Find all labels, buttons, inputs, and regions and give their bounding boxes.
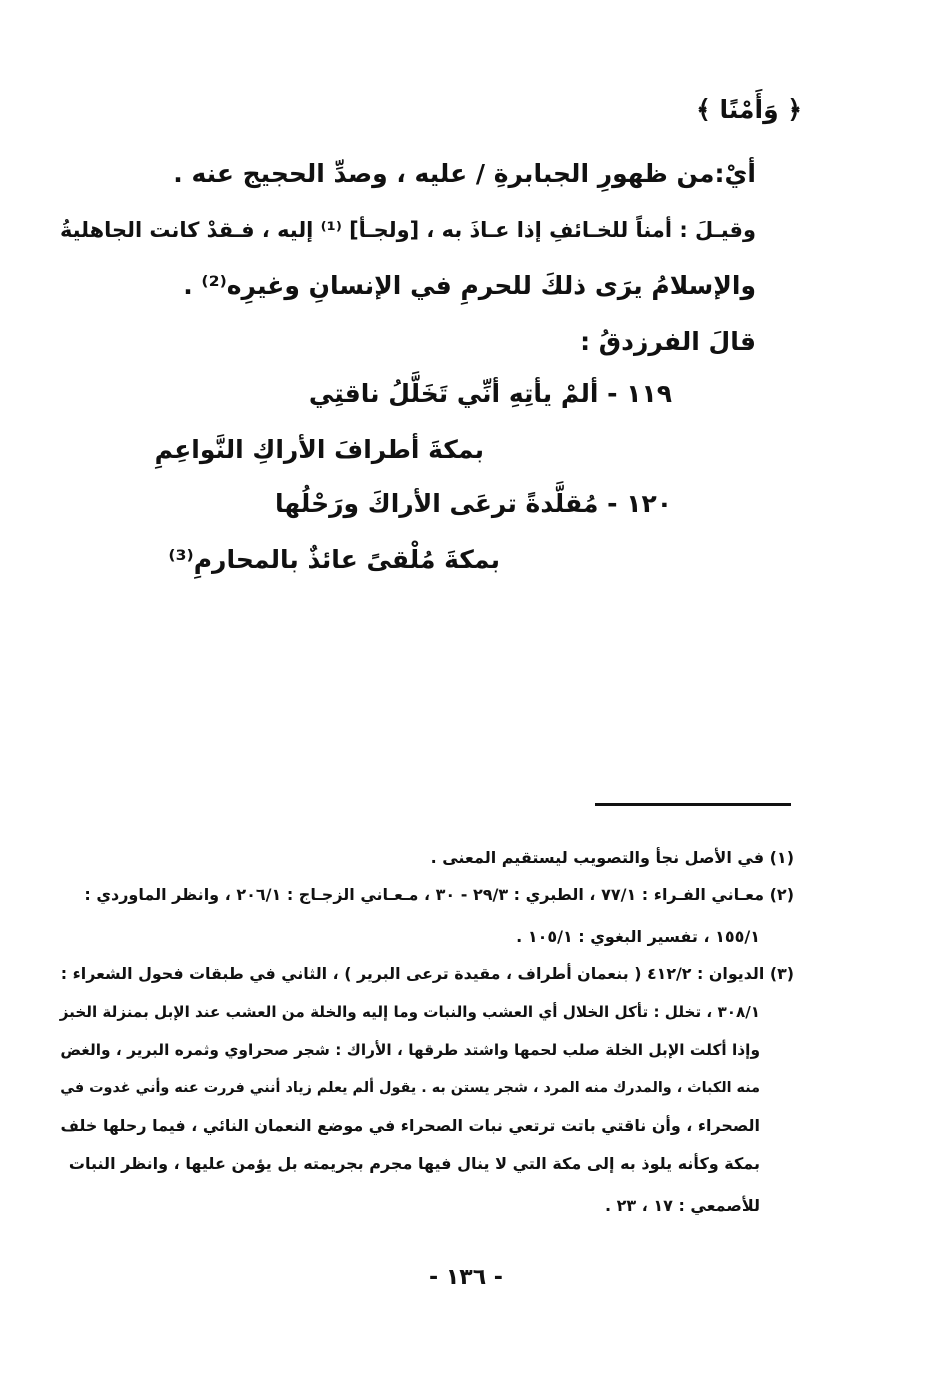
- footnote-1: (١) في الأصل نجأ والتصويب ليستقيم المعنى .: [430, 848, 794, 867]
- body-line-1: أيْ:من ظهورِ الجبابرةِ / عليه ، وصدِّ الحجيج عنه .: [173, 159, 756, 188]
- footnote-3-line-6: بمكة وكأنه يلوذ به إلى مكة التي لا ينال فيها مجرم بجريمته بل يؤمن عليها ، وانظر النبات: [68, 1154, 760, 1173]
- footnote-3-line-4: منه الكباث ، والمدرك منه المرد ، شجر يستن به . يقول ألم يعلم زياد أنني فررت عنه وأني غدوت في: [60, 1080, 760, 1096]
- body-line-3: والإسلامُ يرَى ذلكَ للحرمِ في الإنسانِ وغيرِه⁽²⁾ .: [183, 271, 756, 300]
- poem-verse-120-second-hemistich: بمكةَ مُلْقىً عائذٌ بالمحارمِ⁽³⁾: [168, 545, 500, 574]
- footnote-separator: [595, 803, 791, 806]
- quranic-verse-heading: ﴿ وَأَمْنًا ﴾: [696, 95, 802, 124]
- poem-verse-120-first-hemistich: ١٢٠ - مُقلَّدةً ترعَى الأراكَ ورَحْلُها: [275, 489, 672, 518]
- poem-verse-119-first-hemistich: ١١٩ - ألمْ يأتِهِ أنِّي تَخَلَّلُ ناقتِي: [308, 379, 672, 408]
- poem-verse-119-second-hemistich: بمكةَ أطرافَ الأراكِ النَّواعِمِ: [154, 435, 484, 464]
- footnote-3-line-1: (٣) الديوان : ٤١٢/٢ ( بنعمان أطراف ، مقيدة ترعى البرير ) ، الثاني في طبقات فحول الشعراء :: [60, 964, 794, 983]
- footnote-3-line-7: للأصمعي : ١٧ ، ٢٣ .: [604, 1196, 760, 1215]
- page-number: - ١٣٦ -: [429, 1265, 503, 1290]
- footnote-3-line-5: الصحراء ، وأن ناقتي باتت ترتعي نبات الصحراء في موضع النعمان النائي ، فيما رحلها خلف: [60, 1116, 760, 1135]
- footnote-3-line-2: ٣٠٨/١ ، تخلل : تأكل الخلال أي العشب والنبات وما إليه والخلة من العشب عند الإبل بمنزلة الخبز: [59, 1003, 760, 1021]
- footnote-3-line-3: وإذا أكلت الإبل الخلة صلب لحمها واشتد طرقها ، الأراك : شجر صحراوي وثمره البرير ، والغض: [60, 1041, 760, 1059]
- poet-attribution: قالَ الفرزدقُ :: [580, 327, 756, 356]
- footnote-2-line-2: ١٥٥/١ ، تفسير البغوي : ١٠٥/١ .: [516, 927, 760, 946]
- body-line-2: وقيـلَ : أمناً للخـائفِ إذا عـاذَ به ، [ولجـأ] ⁽¹⁾ إليه ، فـقدْ كانت الجاهليةُ: [59, 218, 756, 242]
- footnote-2-line-1: (٢) معـاني الفـراء : ٧٧/١ ، الطبري : ٢٩/٣ - ٣٠ ، مـعـاني الزجـاج : ٢٠٦/١ ، وانظر الماوردي :: [84, 885, 794, 904]
